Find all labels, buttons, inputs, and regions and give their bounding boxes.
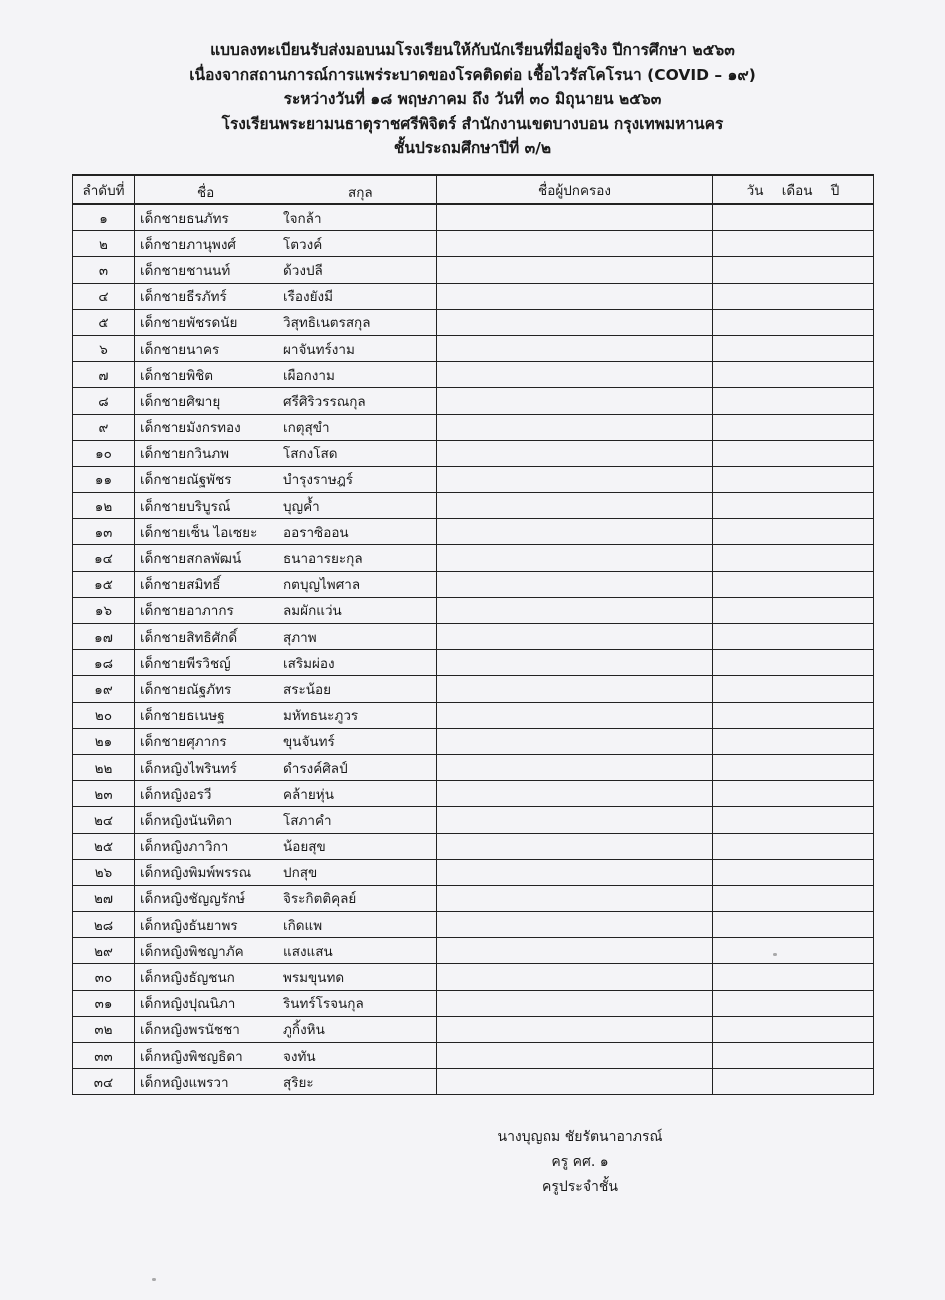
table-row <box>73 676 874 702</box>
table-row <box>73 754 874 780</box>
teacher-position: ครู คศ. ๑ <box>551 1154 609 1170</box>
guardian-signature-cell[interactable] <box>437 912 713 938</box>
date-cell[interactable] <box>713 597 874 623</box>
date-cell[interactable] <box>713 1069 874 1095</box>
guardian-signature-cell[interactable] <box>437 283 713 309</box>
row-number: ๑๒ <box>73 493 135 519</box>
table-row <box>73 912 874 938</box>
student-first-name: เด็กชายภานุพงศ์ <box>140 236 236 253</box>
guardian-signature-cell[interactable] <box>437 885 713 911</box>
student-last-name: เสริมผ่อง <box>283 655 335 672</box>
student-first-name: เด็กชายเซ็น ไอเซยะ <box>140 524 258 541</box>
guardian-signature-cell[interactable] <box>437 414 713 440</box>
date-cell[interactable] <box>713 257 874 283</box>
student-name-cell <box>135 571 437 597</box>
student-first-name: เด็กหญิงพิชญาภัค <box>140 943 244 960</box>
table-row <box>73 650 874 676</box>
date-cell[interactable] <box>713 519 874 545</box>
row-number: ๒๗ <box>73 885 135 911</box>
student-last-name: สุริยะ <box>283 1074 314 1091</box>
student-name-cell <box>135 597 437 623</box>
student-first-name: เด็กหญิงไพรินทร์ <box>140 760 237 777</box>
guardian-signature-cell[interactable] <box>437 204 713 231</box>
table-row <box>73 493 874 519</box>
date-cell[interactable] <box>713 754 874 780</box>
row-number: ๖ <box>73 335 135 361</box>
student-first-name: เด็กชายธนภัทร <box>140 210 229 227</box>
row-number: ๑ <box>73 204 135 231</box>
guardian-signature-cell[interactable] <box>437 362 713 388</box>
row-number: ๒๓ <box>73 781 135 807</box>
student-first-name: เด็กชายศุภากร <box>140 734 227 751</box>
student-name-cell <box>135 204 437 231</box>
student-name-cell <box>135 702 437 728</box>
date-cell[interactable] <box>713 231 874 257</box>
date-cell[interactable] <box>713 414 874 440</box>
row-number: ๒๕ <box>73 833 135 859</box>
teacher-role: ครูประจำชั้น <box>542 1179 618 1195</box>
table-row <box>73 571 874 597</box>
date-cell[interactable] <box>713 833 874 859</box>
date-cell[interactable] <box>713 388 874 414</box>
student-first-name: เด็กหญิงพิชญธิดา <box>140 1048 243 1065</box>
date-cell[interactable] <box>713 728 874 754</box>
student-name-cell <box>135 964 437 990</box>
student-first-name: เด็กชายบริบูรณ์ <box>140 498 231 515</box>
student-name-cell <box>135 833 437 859</box>
student-last-name: เผือกงาม <box>283 367 335 384</box>
row-number: ๘ <box>73 388 135 414</box>
table-row <box>73 466 874 492</box>
guardian-signature-cell[interactable] <box>437 466 713 492</box>
row-number: ๓๒ <box>73 1016 135 1042</box>
guardian-signature-cell[interactable] <box>437 388 713 414</box>
table-row <box>73 833 874 859</box>
table-row <box>73 257 874 283</box>
guardian-signature-cell[interactable] <box>437 309 713 335</box>
date-cell[interactable] <box>713 702 874 728</box>
date-cell[interactable] <box>713 362 874 388</box>
student-last-name: ลมผักแว่น <box>283 603 342 620</box>
student-last-name: จงทัน <box>283 1048 316 1065</box>
table-row <box>73 1043 874 1069</box>
date-cell[interactable] <box>713 493 874 519</box>
student-name-cell <box>135 938 437 964</box>
student-last-name: เกตุสุขำ <box>283 420 330 437</box>
table-row <box>73 231 874 257</box>
student-first-name: เด็กหญิงธัญชนก <box>140 970 235 987</box>
guardian-signature-cell[interactable] <box>437 807 713 833</box>
guardian-signature-cell[interactable] <box>437 728 713 754</box>
teacher-name: นางบุญถม ชัยรัตนาอาภรณ์ <box>497 1129 663 1145</box>
column-header-last-name: สกุล <box>348 185 373 201</box>
student-last-name: สุภาพ <box>283 629 317 646</box>
date-cell[interactable] <box>713 964 874 990</box>
student-first-name: เด็กชายพิชิต <box>140 367 214 384</box>
student-first-name: เด็กหญิงปุณนิภา <box>140 996 236 1013</box>
school-name: โรงเรียนพระยามนธาตุราชศรีพิจิตร์ สำนักงานเขตบางบอน กรุงเทพมหานคร <box>221 114 724 133</box>
guardian-signature-cell[interactable] <box>437 493 713 519</box>
table-row <box>73 1016 874 1042</box>
guardian-signature-cell[interactable] <box>437 964 713 990</box>
guardian-signature-cell[interactable] <box>437 1043 713 1069</box>
student-first-name: เด็กชายสมิทธิ์ <box>140 577 221 594</box>
table-row <box>73 283 874 309</box>
row-number: ๒๘ <box>73 912 135 938</box>
guardian-signature-cell[interactable] <box>437 938 713 964</box>
form-title: แบบลงทะเบียนรับส่งมอบนมโรงเรียนให้กับนักเรียนที่มีอยู่จริง ปีการศึกษา ๒๕๖๓ <box>210 41 735 59</box>
row-number: ๗ <box>73 362 135 388</box>
student-last-name: โตวงค์ <box>283 236 323 253</box>
row-number: ๑๑ <box>73 466 135 492</box>
student-name-cell <box>135 1043 437 1069</box>
row-number: ๓๐ <box>73 964 135 990</box>
column-header-date <box>713 175 874 204</box>
student-name-cell <box>135 335 437 361</box>
row-number: ๒๙ <box>73 938 135 964</box>
student-name-cell <box>135 1016 437 1042</box>
date-cell[interactable] <box>713 807 874 833</box>
guardian-signature-cell[interactable] <box>437 1016 713 1042</box>
student-last-name: วิสุทธิเนตรสกุล <box>283 315 371 332</box>
date-cell[interactable] <box>713 650 874 676</box>
date-cell[interactable] <box>713 466 874 492</box>
student-first-name: เด็กหญิงแพรวา <box>140 1074 229 1091</box>
student-last-name: บุญค้ำ <box>283 498 320 515</box>
student-last-name: บำรุงราษฎร์ <box>283 472 354 489</box>
guardian-signature-cell[interactable] <box>437 833 713 859</box>
student-first-name: เด็กหญิงธันยาพร <box>140 917 238 934</box>
guardian-signature-cell[interactable] <box>437 624 713 650</box>
student-first-name: เด็กชายมังกรทอง <box>140 420 241 437</box>
date-cell[interactable] <box>713 545 874 571</box>
column-header-day: วัน <box>746 182 764 199</box>
table-row <box>73 362 874 388</box>
guardian-signature-cell[interactable] <box>437 335 713 361</box>
guardian-signature-cell[interactable] <box>437 702 713 728</box>
table-row <box>73 519 874 545</box>
student-name-cell <box>135 545 437 571</box>
student-name-cell <box>135 257 437 283</box>
ink-speck <box>152 1278 156 1281</box>
student-first-name: เด็กหญิงพิมพ์พรรณ <box>140 865 252 882</box>
table-row <box>73 597 874 623</box>
student-first-name: เด็กชายณัฐพัชร <box>140 472 232 489</box>
form-reason: เนื่องจากสถานการณ์การแพร่ระบาดของโรคติดต่อ เชื้อไวรัสโคโรนา (COVID – ๑๙) <box>189 65 756 84</box>
student-last-name: ดำรงค์ศิลป์ <box>283 760 348 777</box>
row-number: ๒๖ <box>73 859 135 885</box>
table-row <box>73 781 874 807</box>
student-last-name: ใจกล้า <box>283 210 322 227</box>
date-cell[interactable] <box>713 859 874 885</box>
guardian-signature-cell[interactable] <box>437 676 713 702</box>
student-last-name: ศรีศิริวรรณกุล <box>283 393 366 410</box>
row-number: ๑๙ <box>73 676 135 702</box>
ink-speck <box>773 953 777 956</box>
student-last-name: จิระกิตติคุลย์ <box>283 891 357 908</box>
student-first-name: เด็กชายณัฐภัทร <box>140 681 232 698</box>
table-row <box>73 938 874 964</box>
guardian-signature-cell[interactable] <box>437 440 713 466</box>
table-row <box>73 807 874 833</box>
student-first-name: เด็กหญิงนันทิตา <box>140 812 233 829</box>
table-row <box>73 624 874 650</box>
student-name-cell <box>135 231 437 257</box>
guardian-signature-cell[interactable] <box>437 597 713 623</box>
student-name-cell <box>135 781 437 807</box>
student-last-name: ขุนจันทร์ <box>283 734 335 751</box>
student-first-name: เด็กชายกวินภพ <box>140 446 229 463</box>
student-last-name: เกิดแพ <box>283 917 323 934</box>
student-last-name: กตบุญไพศาล <box>283 577 361 594</box>
student-first-name: เด็กชายพีรวิชญ์ <box>140 655 231 672</box>
table-row <box>73 859 874 885</box>
student-first-name: เด็กชายสิทธิศักดิ์ <box>140 629 238 646</box>
guardian-signature-cell[interactable] <box>437 1069 713 1095</box>
table-row <box>73 414 874 440</box>
column-header-no: ลำดับที่ <box>73 175 135 204</box>
student-name-cell <box>135 807 437 833</box>
date-cell[interactable] <box>713 912 874 938</box>
student-name-cell <box>135 362 437 388</box>
row-number: ๓๓ <box>73 1043 135 1069</box>
student-last-name: ปกสุข <box>283 865 318 882</box>
guardian-signature-cell[interactable] <box>437 519 713 545</box>
guardian-signature-cell[interactable] <box>437 650 713 676</box>
table-row <box>73 545 874 571</box>
student-name-cell <box>135 728 437 754</box>
date-cell[interactable] <box>713 335 874 361</box>
student-name-cell <box>135 283 437 309</box>
date-cell[interactable] <box>713 309 874 335</box>
student-name-cell <box>135 624 437 650</box>
student-name-cell <box>135 1069 437 1095</box>
row-number: ๑๐ <box>73 440 135 466</box>
student-name-cell <box>135 388 437 414</box>
student-first-name: เด็กชายธเนษฐ <box>140 708 225 725</box>
student-last-name: โสภาคำ <box>283 812 332 829</box>
date-cell[interactable] <box>713 990 874 1016</box>
row-number: ๙ <box>73 414 135 440</box>
student-last-name: ด้วงปลี <box>283 262 323 279</box>
table-row <box>73 990 874 1016</box>
student-name-cell <box>135 885 437 911</box>
table-row <box>73 885 874 911</box>
row-number: ๑๘ <box>73 650 135 676</box>
date-cell[interactable] <box>713 571 874 597</box>
column-header-year: ปี <box>830 182 840 199</box>
signature-block <box>480 1125 680 1200</box>
table-row <box>73 702 874 728</box>
student-last-name: ธนาอารยะกุล <box>283 551 363 568</box>
column-header-first-name: ชื่อ <box>197 185 215 201</box>
date-cell[interactable] <box>713 624 874 650</box>
row-number: ๑๓ <box>73 519 135 545</box>
student-first-name: เด็กชายศิฆายุ <box>140 393 221 410</box>
student-name-cell <box>135 676 437 702</box>
student-first-name: เด็กชายสกลพัฒน์ <box>140 551 242 568</box>
student-name-cell <box>135 309 437 335</box>
guardian-signature-cell[interactable] <box>437 231 713 257</box>
student-name-cell <box>135 414 437 440</box>
table-row <box>73 309 874 335</box>
column-header-guardian: ชื่อผู้ปกครอง <box>437 175 713 204</box>
row-number: ๒๐ <box>73 702 135 728</box>
student-first-name: เด็กชายชานนท์ <box>140 262 231 279</box>
table-row <box>73 388 874 414</box>
student-last-name: ออราซิออน <box>283 524 349 541</box>
table-row <box>73 335 874 361</box>
student-last-name: แสงแสน <box>283 943 333 960</box>
student-name-cell <box>135 912 437 938</box>
student-last-name: โสกงโสด <box>283 446 338 463</box>
row-number: ๑๔ <box>73 545 135 571</box>
date-cell[interactable] <box>713 938 874 964</box>
class-level: ชั้นประถมศึกษาปีที่ ๓/๒ <box>393 139 552 157</box>
student-last-name: พรมขุนทด <box>283 970 345 987</box>
table-row <box>73 1069 874 1095</box>
student-name-cell <box>135 650 437 676</box>
table-row <box>73 440 874 466</box>
guardian-signature-cell[interactable] <box>437 257 713 283</box>
table-row <box>73 964 874 990</box>
table-row <box>73 728 874 754</box>
student-name-cell <box>135 519 437 545</box>
table-header-row <box>73 175 874 204</box>
guardian-signature-cell[interactable] <box>437 859 713 885</box>
row-number: ๕ <box>73 309 135 335</box>
row-number: ๑๖ <box>73 597 135 623</box>
student-last-name: รินทร์โรจนกุล <box>283 996 364 1013</box>
column-header-name <box>135 175 437 204</box>
student-name-cell <box>135 754 437 780</box>
date-cell[interactable] <box>713 440 874 466</box>
student-name-cell <box>135 990 437 1016</box>
table-row <box>73 204 874 231</box>
date-cell[interactable] <box>713 1043 874 1069</box>
student-last-name: น้อยสุข <box>283 839 326 856</box>
guardian-signature-cell[interactable] <box>437 990 713 1016</box>
student-first-name: เด็กชายพัชรดนัย <box>140 315 238 332</box>
column-header-month: เดือน <box>781 182 813 199</box>
form-period: ระหว่างวันที่ ๑๘ พฤษภาคม ถึง วันที่ ๓๐ มิถุนายน ๒๕๖๓ <box>283 90 662 108</box>
date-cell[interactable] <box>713 283 874 309</box>
row-number: ๒๔ <box>73 807 135 833</box>
guardian-signature-cell[interactable] <box>437 781 713 807</box>
date-cell[interactable] <box>713 781 874 807</box>
student-name-cell <box>135 440 437 466</box>
document-header <box>0 38 945 161</box>
student-last-name: เรืองยังมี <box>283 289 333 306</box>
row-number: ๑๗ <box>73 624 135 650</box>
student-name-cell <box>135 859 437 885</box>
date-cell[interactable] <box>713 885 874 911</box>
student-last-name: คล้ายหุ่น <box>283 786 334 803</box>
student-first-name: เด็กชายธีรภัทร์ <box>140 289 227 306</box>
student-first-name: เด็กหญิงภาวิกา <box>140 839 229 856</box>
student-name-cell <box>135 493 437 519</box>
student-name-cell <box>135 466 437 492</box>
guardian-signature-cell[interactable] <box>437 545 713 571</box>
row-number: ๒ <box>73 231 135 257</box>
date-cell[interactable] <box>713 676 874 702</box>
row-number: ๒๒ <box>73 754 135 780</box>
guardian-signature-cell[interactable] <box>437 754 713 780</box>
student-first-name: เด็กชายนาคร <box>140 341 220 358</box>
row-number: ๒๑ <box>73 728 135 754</box>
student-last-name: มหัทธนะภูวร <box>283 708 359 725</box>
student-first-name: เด็กหญิงอรวี <box>140 786 212 803</box>
registration-table <box>72 174 874 1095</box>
row-number: ๓ <box>73 257 135 283</box>
row-number: ๓๔ <box>73 1069 135 1095</box>
row-number: ๑๕ <box>73 571 135 597</box>
student-first-name: เด็กหญิงพรนัชชา <box>140 1022 240 1039</box>
student-last-name: ภูกิ้งหิน <box>283 1022 325 1039</box>
row-number: ๔ <box>73 283 135 309</box>
date-cell[interactable] <box>713 204 874 231</box>
student-last-name: สระน้อย <box>283 681 331 698</box>
guardian-signature-cell[interactable] <box>437 571 713 597</box>
student-first-name: เด็กชายอาภากร <box>140 603 234 620</box>
date-cell[interactable] <box>713 1016 874 1042</box>
student-first-name: เด็กหญิงชัญญรักษ์ <box>140 891 246 908</box>
student-last-name: ผาจันทร์งาม <box>283 341 355 358</box>
row-number: ๓๑ <box>73 990 135 1016</box>
